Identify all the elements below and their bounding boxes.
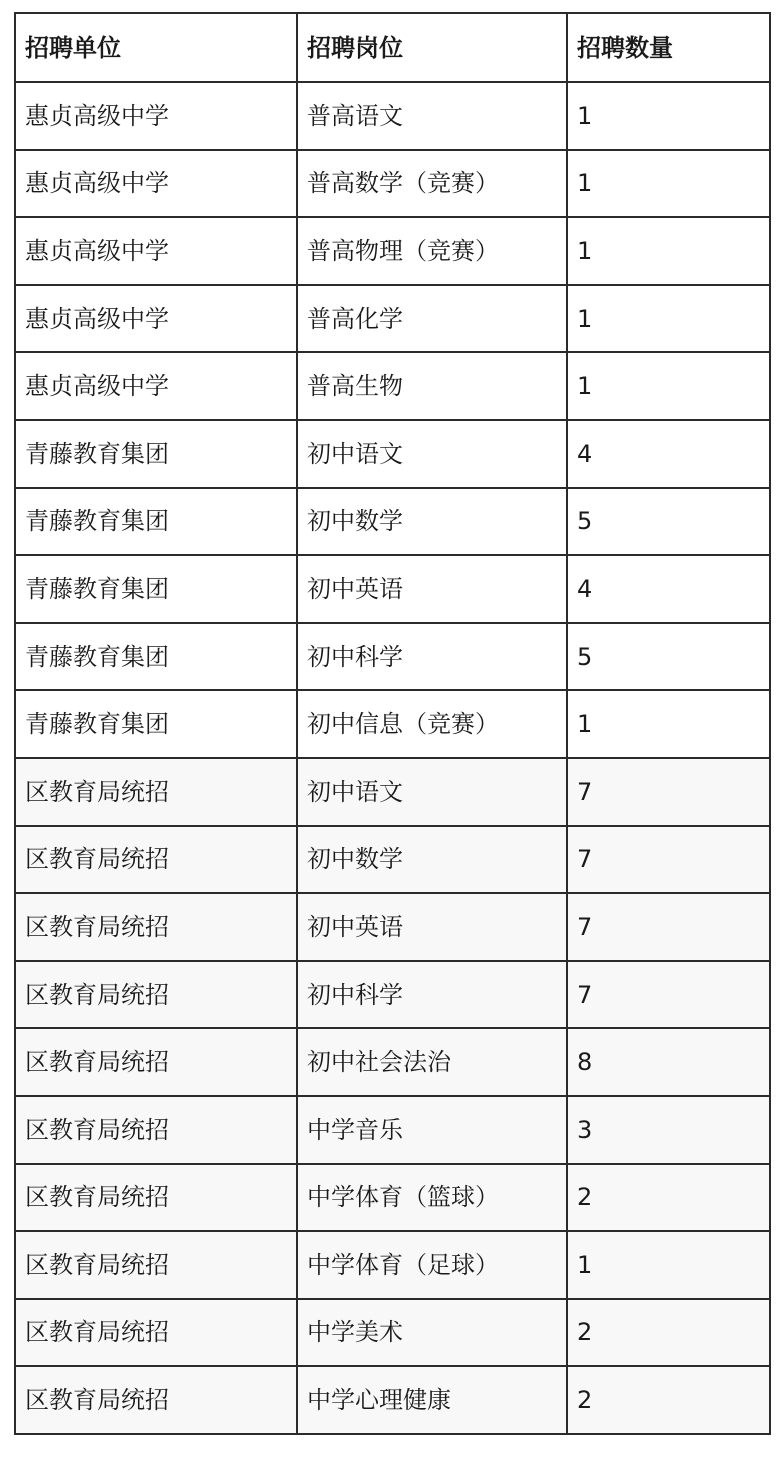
cell-count: 1 bbox=[567, 690, 770, 758]
cell-unit: 区教育局统招 bbox=[15, 961, 297, 1029]
table-row bbox=[15, 1028, 770, 1096]
cell-count: 7 bbox=[567, 758, 770, 826]
cell-unit: 青藤教育集团 bbox=[15, 420, 297, 488]
cell-position: 初中科学 bbox=[297, 623, 567, 691]
header-position: 招聘岗位 bbox=[297, 13, 567, 82]
cell-position: 初中语文 bbox=[297, 758, 567, 826]
header-unit: 招聘单位 bbox=[15, 13, 297, 82]
table-row bbox=[15, 1299, 770, 1367]
cell-position: 普高化学 bbox=[297, 285, 567, 353]
table-row bbox=[15, 758, 770, 826]
cell-count: 7 bbox=[567, 893, 770, 961]
table-row bbox=[15, 420, 770, 488]
cell-count: 5 bbox=[567, 623, 770, 691]
cell-count: 7 bbox=[567, 826, 770, 894]
cell-unit: 区教育局统招 bbox=[15, 1164, 297, 1232]
cell-position: 初中社会法治 bbox=[297, 1028, 567, 1096]
cell-position: 初中信息（竞赛） bbox=[297, 690, 567, 758]
cell-position: 中学音乐 bbox=[297, 1096, 567, 1164]
cell-position: 中学体育（篮球） bbox=[297, 1164, 567, 1232]
cell-position: 普高数学（竞赛） bbox=[297, 150, 567, 218]
cell-unit: 惠贞高级中学 bbox=[15, 217, 297, 285]
cell-count: 4 bbox=[567, 555, 770, 623]
cell-count: 3 bbox=[567, 1096, 770, 1164]
recruitment-table bbox=[14, 12, 771, 1435]
cell-unit: 青藤教育集团 bbox=[15, 623, 297, 691]
cell-position: 初中英语 bbox=[297, 893, 567, 961]
cell-unit: 青藤教育集团 bbox=[15, 555, 297, 623]
cell-count: 4 bbox=[567, 420, 770, 488]
cell-position: 普高生物 bbox=[297, 352, 567, 420]
table-row bbox=[15, 217, 770, 285]
cell-unit: 青藤教育集团 bbox=[15, 488, 297, 556]
recruitment-table-container bbox=[14, 12, 769, 1435]
cell-unit: 区教育局统招 bbox=[15, 1096, 297, 1164]
cell-position: 中学体育（足球） bbox=[297, 1231, 567, 1299]
table-row bbox=[15, 1366, 770, 1434]
cell-position: 普高语文 bbox=[297, 82, 567, 150]
cell-position: 初中数学 bbox=[297, 488, 567, 556]
cell-position: 中学心理健康 bbox=[297, 1366, 567, 1434]
cell-count: 1 bbox=[567, 82, 770, 150]
cell-count: 1 bbox=[567, 217, 770, 285]
table-row bbox=[15, 1164, 770, 1232]
cell-count: 7 bbox=[567, 961, 770, 1029]
cell-unit: 区教育局统招 bbox=[15, 758, 297, 826]
cell-position: 初中数学 bbox=[297, 826, 567, 894]
table-row bbox=[15, 1096, 770, 1164]
cell-unit: 区教育局统招 bbox=[15, 893, 297, 961]
cell-count: 1 bbox=[567, 352, 770, 420]
cell-count: 1 bbox=[567, 150, 770, 218]
table-body bbox=[15, 82, 770, 1434]
cell-unit: 惠贞高级中学 bbox=[15, 352, 297, 420]
cell-unit: 区教育局统招 bbox=[15, 1028, 297, 1096]
cell-count: 2 bbox=[567, 1366, 770, 1434]
cell-unit: 惠贞高级中学 bbox=[15, 82, 297, 150]
header-count: 招聘数量 bbox=[567, 13, 770, 82]
table-row bbox=[15, 961, 770, 1029]
cell-position: 初中英语 bbox=[297, 555, 567, 623]
cell-position: 普高物理（竞赛） bbox=[297, 217, 567, 285]
cell-position: 初中科学 bbox=[297, 961, 567, 1029]
table-row bbox=[15, 1231, 770, 1299]
cell-unit: 区教育局统招 bbox=[15, 1366, 297, 1434]
table-row bbox=[15, 555, 770, 623]
cell-count: 5 bbox=[567, 488, 770, 556]
cell-position: 中学美术 bbox=[297, 1299, 567, 1367]
table-row bbox=[15, 488, 770, 556]
cell-count: 1 bbox=[567, 285, 770, 353]
table-row bbox=[15, 623, 770, 691]
table-row bbox=[15, 285, 770, 353]
cell-unit: 区教育局统招 bbox=[15, 1299, 297, 1367]
cell-unit: 区教育局统招 bbox=[15, 826, 297, 894]
cell-unit: 区教育局统招 bbox=[15, 1231, 297, 1299]
table-header bbox=[15, 13, 770, 82]
table-row bbox=[15, 82, 770, 150]
cell-position: 初中语文 bbox=[297, 420, 567, 488]
table-row bbox=[15, 826, 770, 894]
cell-unit: 青藤教育集团 bbox=[15, 690, 297, 758]
cell-count: 2 bbox=[567, 1299, 770, 1367]
cell-unit: 惠贞高级中学 bbox=[15, 150, 297, 218]
table-row bbox=[15, 893, 770, 961]
table-row bbox=[15, 352, 770, 420]
cell-count: 1 bbox=[567, 1231, 770, 1299]
cell-count: 2 bbox=[567, 1164, 770, 1232]
header-row bbox=[15, 13, 770, 82]
cell-count: 8 bbox=[567, 1028, 770, 1096]
cell-unit: 惠贞高级中学 bbox=[15, 285, 297, 353]
table-row bbox=[15, 690, 770, 758]
table-row bbox=[15, 150, 770, 218]
